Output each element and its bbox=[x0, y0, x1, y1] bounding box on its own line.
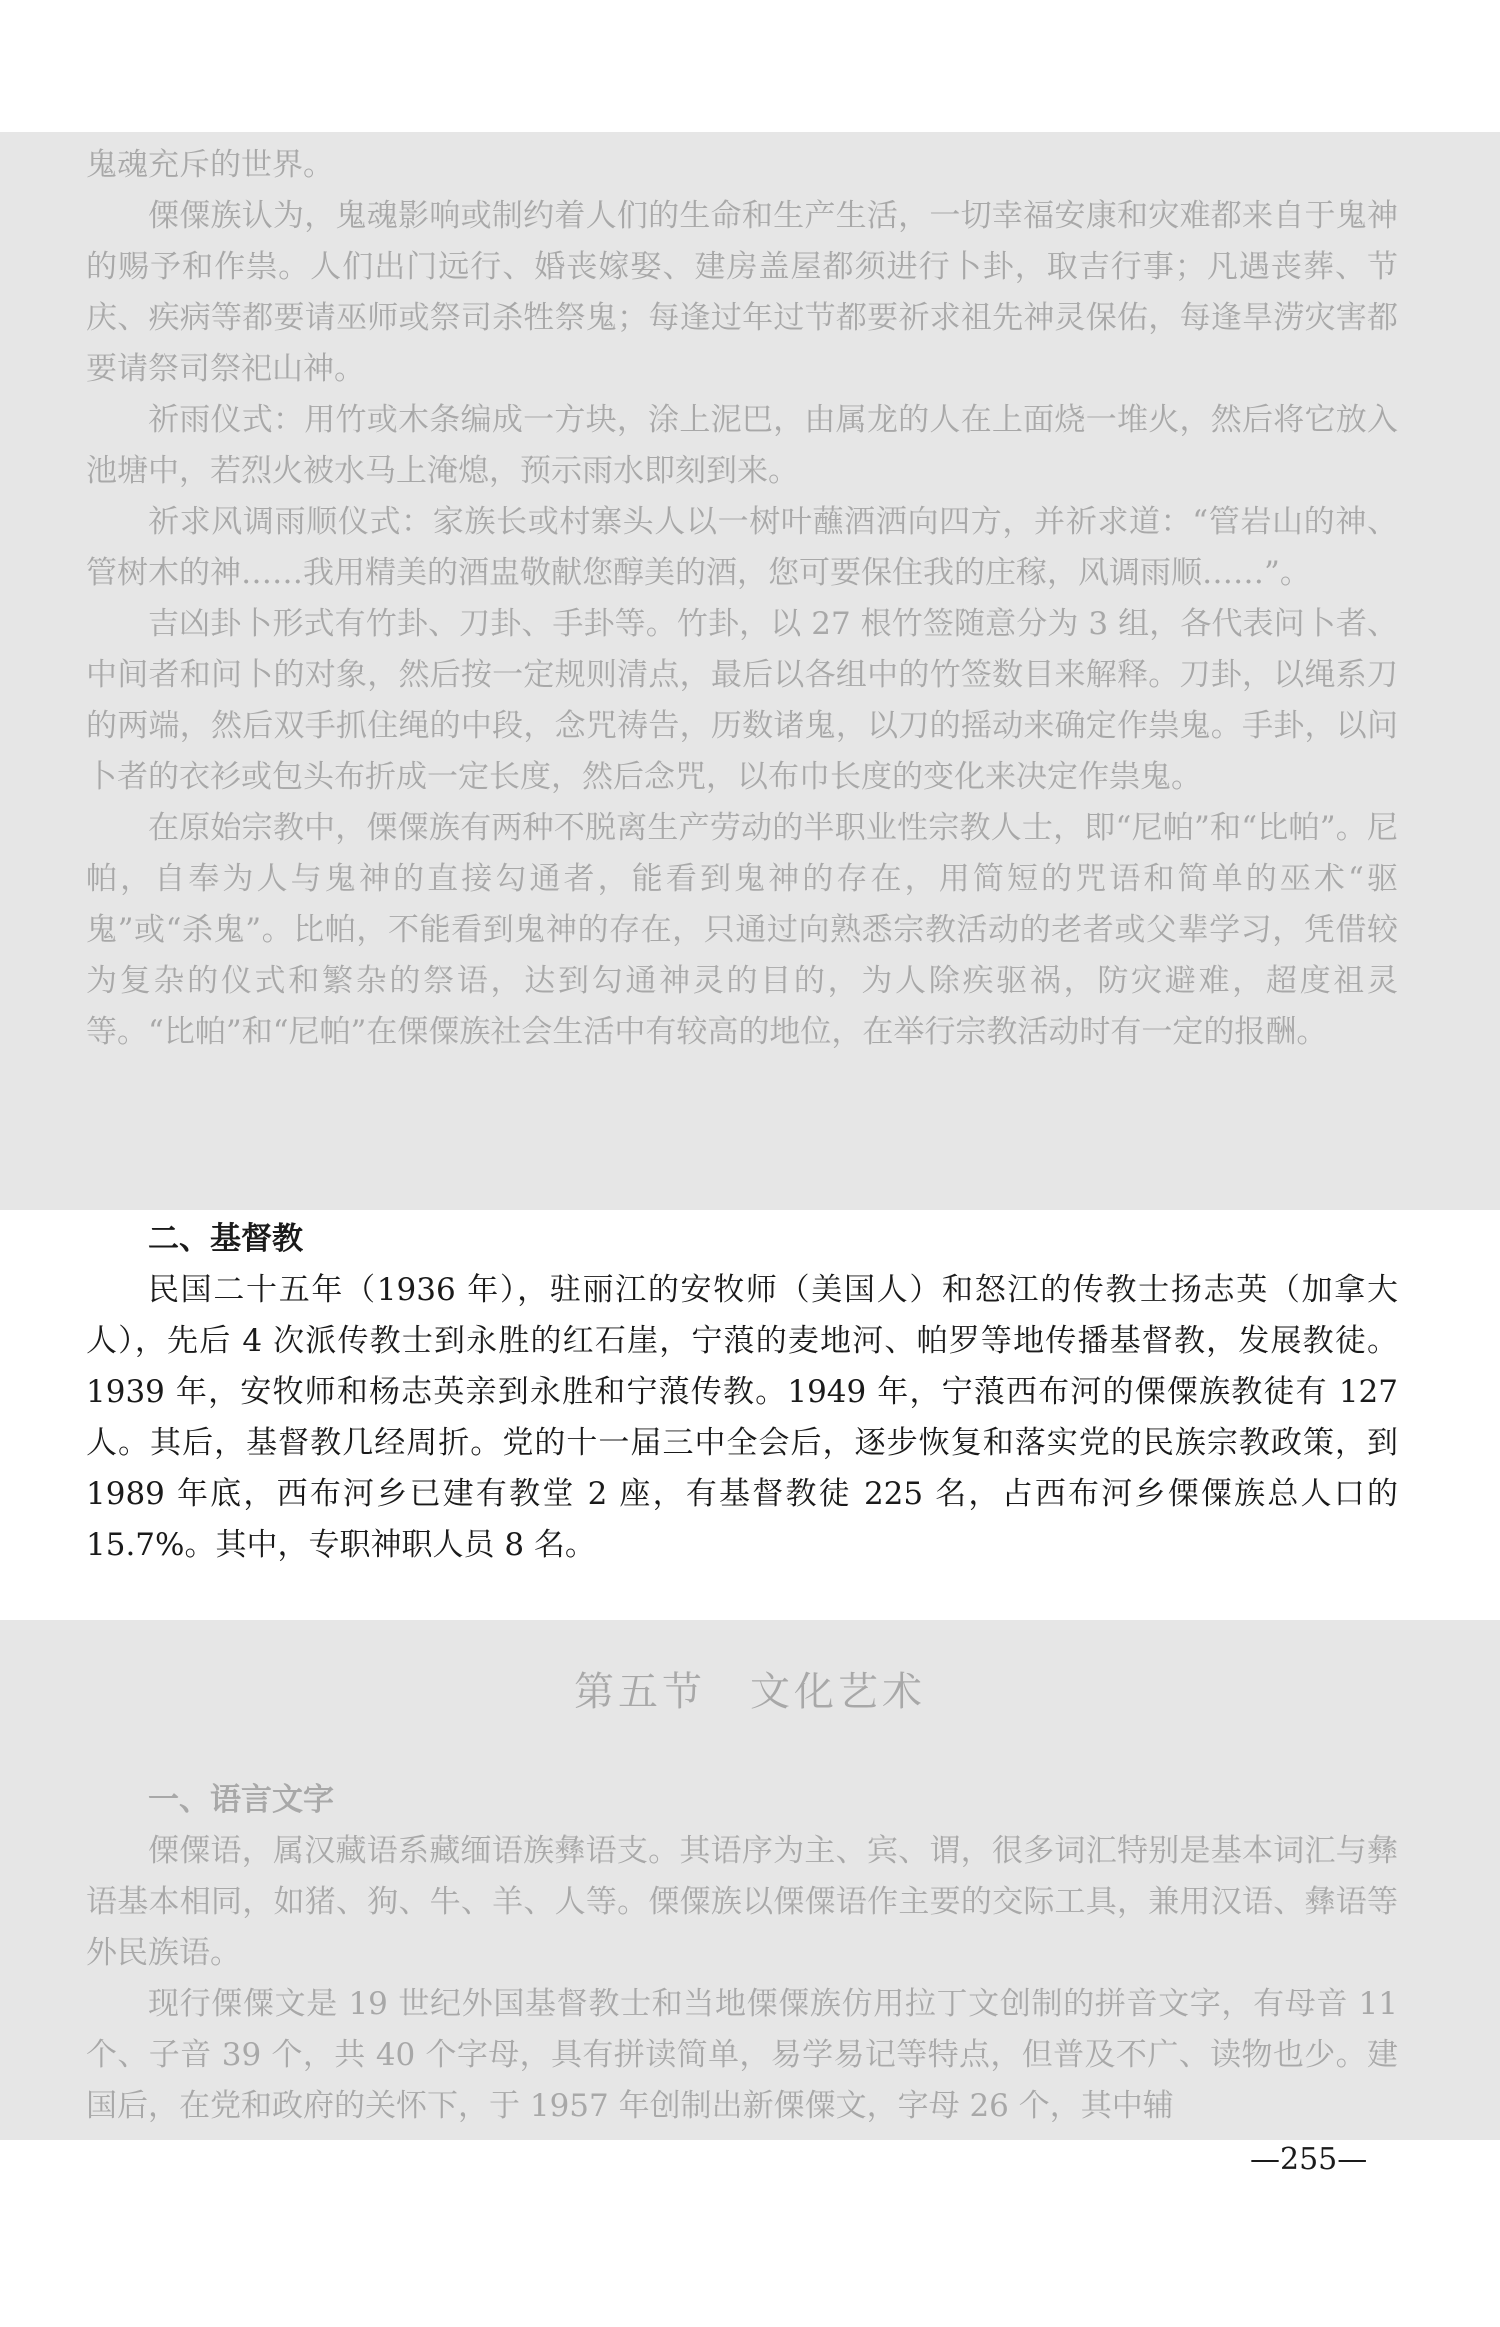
paragraph: 傈僳语，属汉藏语系藏缅语族彝语支。其语序为主、宾、谓，很多词汇特别是基本词汇与彝语基本相同，如猪、狗、牛、羊、人等。傈僳族以傈僳语作主要的交际工具，兼用汉语、彝语等外民族语。 bbox=[86, 1833, 1398, 1971]
language-section bbox=[86, 1775, 1398, 2132]
paragraph: 祈求风调雨顺仪式：家族长或村寨头人以一树叶蘸酒洒向四方，并祈求道：“管岩山的神、管树木的神……我用精美的酒盅敬献您醇美的酒，您可要保住我的庄稼，风调雨顺……”。 bbox=[86, 504, 1398, 591]
page-number: —255— bbox=[1250, 2142, 1368, 2177]
paragraph: 在原始宗教中，傈僳族有两种不脱离生产劳动的半职业性宗教人士，即“尼帕”和“比帕”。尼帕，自奉为人与鬼神的直接勾通者，能看到鬼神的存在，用简短的咒语和简单的巫术“驱鬼”或“杀鬼”。比帕，不能看到鬼神的存在，只通过向熟悉宗教活动的老者或父辈学习，凭借较为复杂的仪式和繁杂的祭语，达到勾通神灵的目的，为人除疾驱祸，防灾避难，超度祖灵等。“比帕”和“尼帕”在傈僳族社会生活中有较高的地位，在举行宗教活动时有一定的报酬。 bbox=[86, 810, 1398, 1050]
paragraph: 现行傈僳文是 19 世纪外国基督教士和当地傈僳族仿用拉丁文创制的拼音文字，有母音 11 个、子音 39 个，共 40 个字母，具有拼读简单，易学易记等特点，但普及不广、读物也少。建国后，在党和政府的关怀下，于 1957 年创制出新傈僳文，字母 26 个，其中辅 bbox=[86, 1986, 1398, 2124]
section-heading: 二、基督教 bbox=[148, 1221, 303, 1257]
christianity-section bbox=[86, 1214, 1398, 1571]
paragraph: 民国二十五年（1936 年），驻丽江的安牧师（美国人）和怒江的传教士扬志英（加拿大人），先后 4 次派传教士到永胜的红石崖，宁蒗的麦地河、帕罗等地传播基督教，发展教徒。1939 年，安牧师和杨志英亲到永胜和宁蒗传教。1949 年，宁蒗西布河的傈僳族教徒有 127 人。其后，基督教几经周折。党的十一届三中全会后，逐步恢复和落实党的民族宗教政策，到 1989 年底，西布河乡已建有教堂 2 座，有基督教徒 225 名，占西布河乡傈僳族总人口的 15.7%。其中，专职神职人员 8 名。 bbox=[86, 1272, 1398, 1563]
paragraph: 祈雨仪式：用竹或木条编成一方块，涂上泥巴，由属龙的人在上面烧一堆火，然后将它放入池塘中，若烈火被水马上淹熄，预示雨水即刻到来。 bbox=[86, 402, 1398, 489]
chapter-section-title: 第五节 文化艺术 bbox=[574, 1669, 926, 1715]
primitive-religion-text bbox=[86, 140, 1398, 1058]
section-heading: 一、语言文字 bbox=[148, 1782, 334, 1818]
paragraph: 鬼魂充斥的世界。 bbox=[86, 147, 334, 183]
paragraph: 傈僳族认为，鬼魂影响或制约着人们的生命和生产生活，一切幸福安康和灾难都来自于鬼神的赐予和作祟。人们出门远行、婚丧嫁娶、建房盖屋都须进行卜卦，取吉行事；凡遇丧葬、节庆、疾病等都要请巫师或祭司杀牲祭鬼；每逢过年过节都要祈求祖先神灵保佑，每逢旱涝灾害都要请祭司祭祀山神。 bbox=[86, 198, 1398, 387]
paragraph: 吉凶卦卜形式有竹卦、刀卦、手卦等。竹卦，以 27 根竹签随意分为 3 组，各代表问卜者、中间者和问卜的对象，然后按一定规则清点，最后以各组中的竹签数目来解释。刀卦，以绳系刀的两端，然后双手抓住绳的中段，念咒祷告，历数诸鬼，以刀的摇动来确定作祟鬼。手卦，以问卜者的衣衫或包头布折成一定长度，然后念咒，以布巾长度的变化来决定作祟鬼。 bbox=[86, 606, 1398, 795]
